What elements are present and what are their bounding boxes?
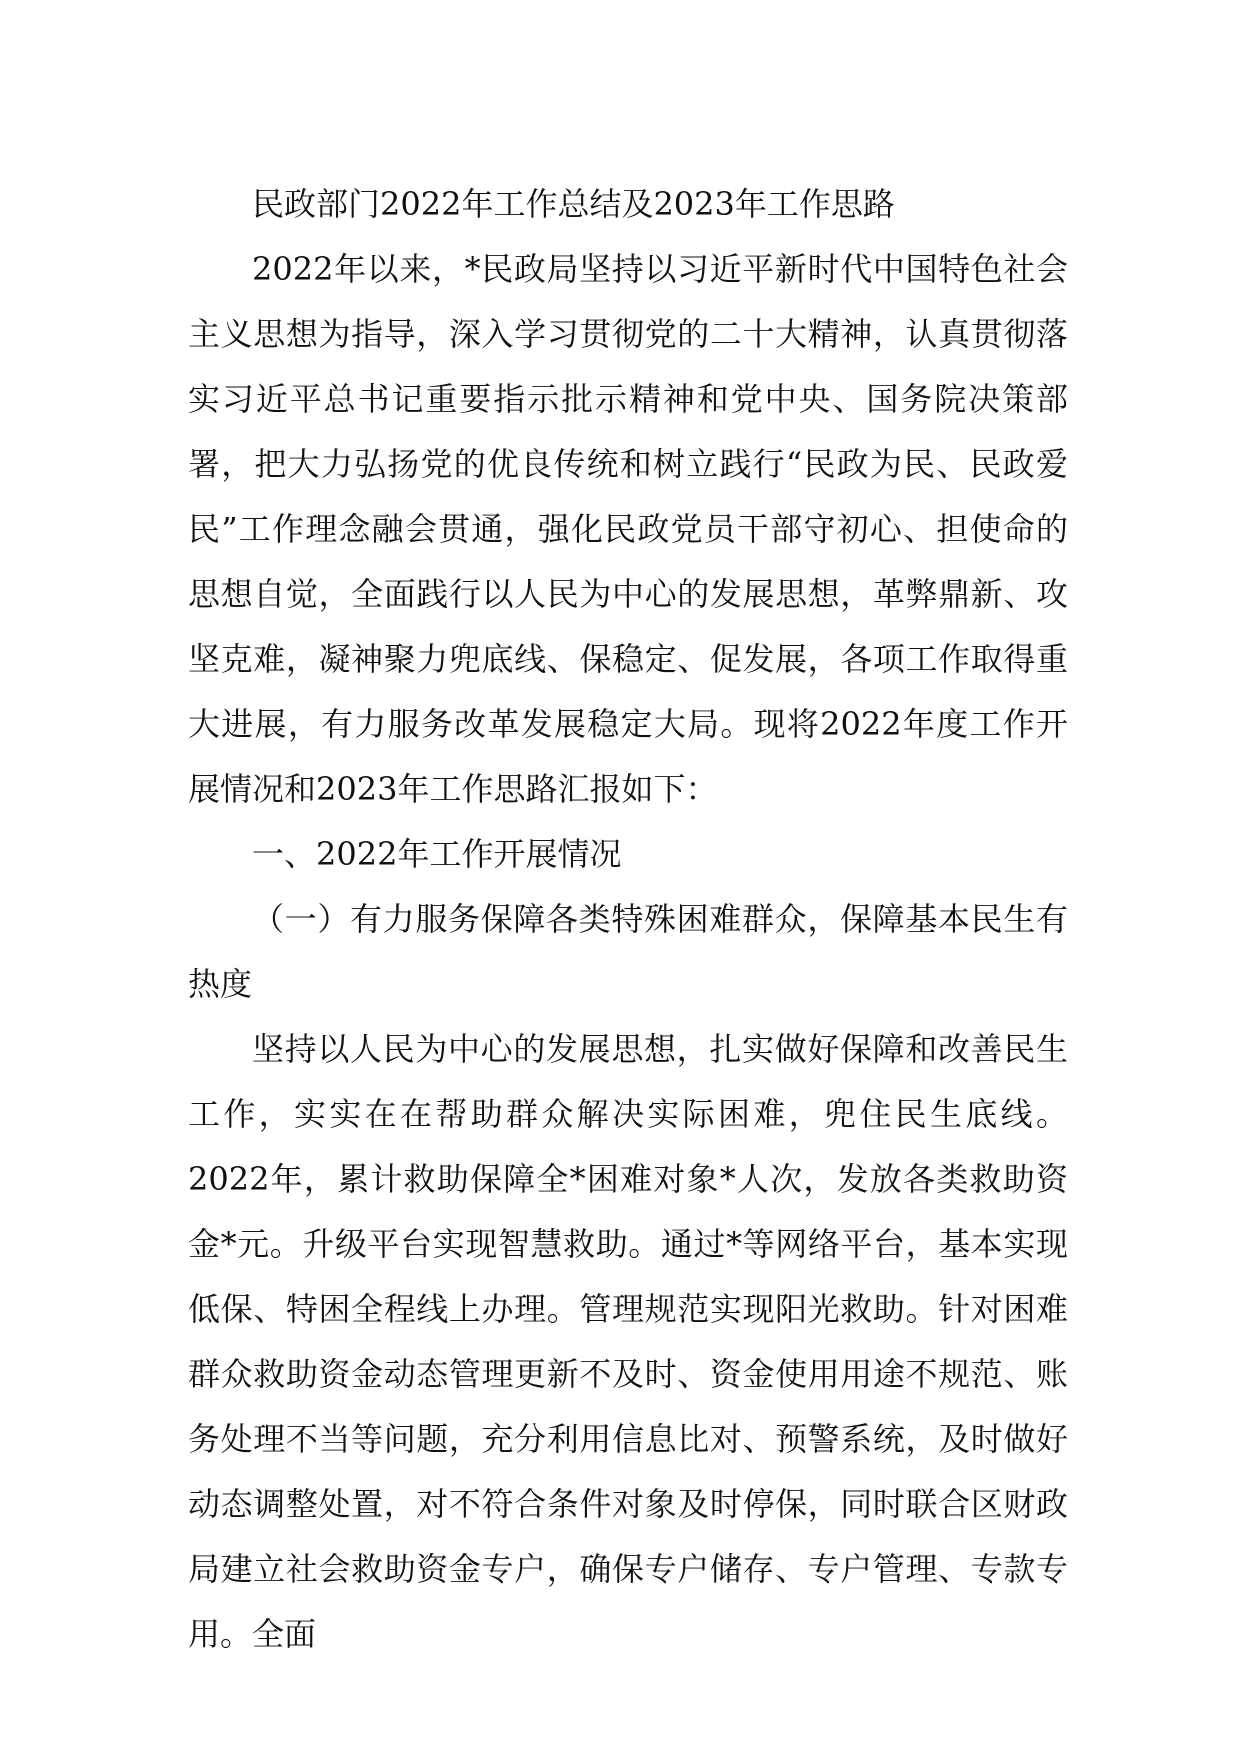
body-paragraph: 坚持以人民为中心的发展思想，扎实做好保障和改善民生工作，实实在在帮助群众解决实际困难，兜住民生底线。2022年，累计救助保障全*困难对象*人次，发放各类救助资金*元。升级平台实现智慧救助。通过*等网络平台，基本实现低保、特困全程线上办理。管理规范实现阳光救助。针对困难群众救助资金动态管理更新不及时、资金使用用途不规范、账务处理不当等问题，充分利用信息比对、预警系统，及时做好动态调整处置，对不符合条件对象及时停保，同时联合区财政局建立社会救助资金专户，确保专户储存、专户管理、专款专用。全面	[188, 1030, 1068, 1653]
section-heading: 一、2022年工作开展情况	[252, 835, 622, 873]
subsection-heading: （一）有力服务保障各类特殊困难群众，保障基本民生有热度	[188, 900, 1068, 1003]
document-title: 民政部门2022年工作总结及2023年工作思路	[252, 185, 895, 223]
document-body	[188, 172, 1068, 1667]
intro-paragraph: 2022年以来，*民政局坚持以习近平新时代中国特色社会主义思想为指导，深入学习贯彻党的二十大精神，认真贯彻落实习近平总书记重要指示批示精神和党中央、国务院决策部署，把大力弘扬党的优良传统和树立践行“民政为民、民政爱民”工作理念融会贯通，强化民政党员干部守初心、担使命的思想自觉，全面践行以人民为中心的发展思想，革弊鼎新、攻坚克难，凝神聚力兜底线、保稳定、促发展，各项工作取得重大进展，有力服务改革发展稳定大局。现将2022年度工作开展情况和2023年工作思路汇报如下：	[188, 250, 1068, 808]
